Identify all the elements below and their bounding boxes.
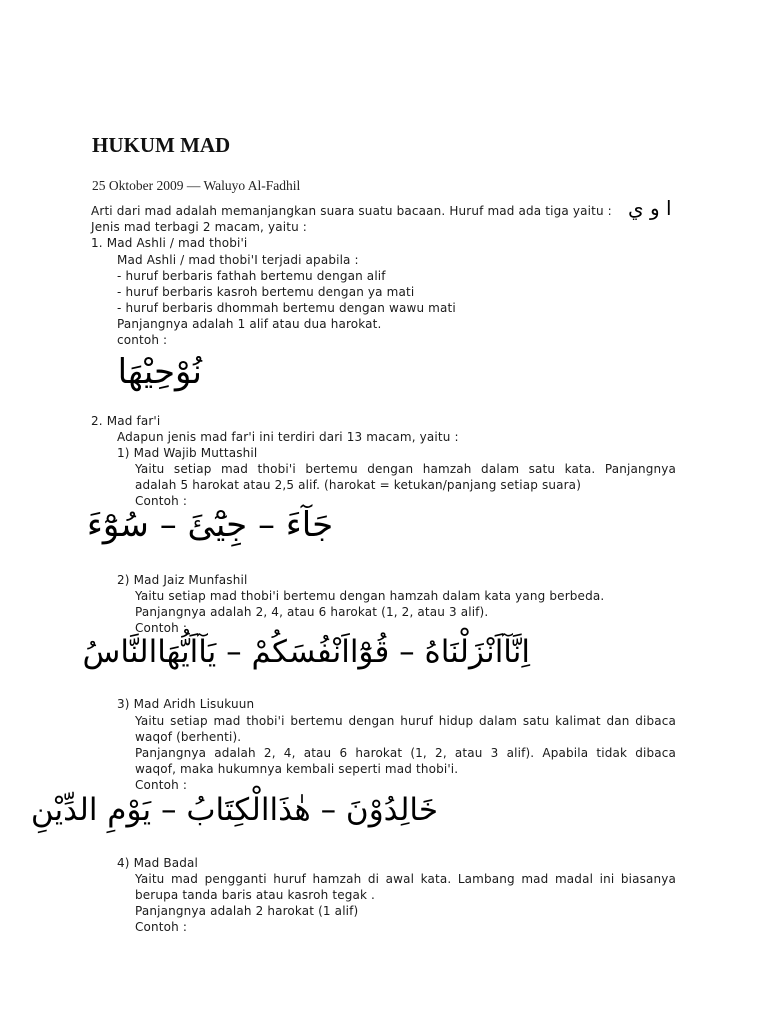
ashli-line-1: Mad Ashli / mad thobi'I terjadi apabila :: [117, 253, 359, 267]
badal-desc-2: berupa tanda baris atau kasroh tegak .: [135, 888, 376, 902]
article-meta: 25 Oktober 2009 — Waluyo Al-Fadhil: [92, 178, 301, 193]
fari-heading: 2. Mad far'i: [91, 414, 161, 428]
badal-contoh: Contoh :: [135, 920, 188, 934]
jaiz-title: 2) Mad Jaiz Munfashil: [117, 573, 248, 587]
ashli-example-arabic: نُوْحِيْهَا: [117, 352, 202, 392]
fari-intro: Adapun jenis mad far'i ini terdiri dari 13 macam, yaitu :: [117, 430, 459, 444]
badal-desc-1: Yaitu mad pengganti huruf hamzah di awal kata. Lambang mad madal ini biasanya: [135, 872, 676, 886]
jaiz-desc-1: Yaitu setiap mad thobi'i bertemu dengan hamzah dalam kata yang berbeda.: [135, 589, 605, 603]
wajib-desc-2: adalah 5 harokat atau 2,5 alif. (harokat = ketukan/panjang setiap suara): [135, 478, 582, 492]
jaiz-contoh: Contoh :: [135, 621, 188, 635]
mad-letters: ا و ي: [628, 196, 672, 220]
intro-line-2: Jenis mad terbagi 2 macam, yaitu :: [91, 220, 307, 234]
ashli-line-5: Panjangnya adalah 1 alif atau dua harokat.: [117, 317, 382, 331]
aridh-contoh: Contoh :: [135, 778, 188, 792]
ashli-line-4: - huruf berbaris dhommah bertemu dengan wawu mati: [117, 301, 456, 315]
badal-desc-3: Panjangnya adalah 2 harokat (1 alif): [135, 904, 359, 918]
wajib-contoh: Contoh :: [135, 494, 188, 508]
wajib-example-arabic: جَآءَ – جِيْٓئَ – سُوْٓءَ: [86, 505, 334, 545]
intro-line-1: Arti dari mad adalah memanjangkan suara suatu bacaan. Huruf mad ada tiga yaitu :: [91, 204, 612, 218]
aridh-desc-1: Yaitu setiap mad thobi'i bertemu dengan huruf hidup dalam satu kalimat dan dibaca: [135, 714, 676, 728]
aridh-title: 3) Mad Aridh Lisukuun: [117, 697, 255, 711]
jaiz-example-arabic: اِنَّآاَنْزَلْنَاهُ – قُوْٓااَنْفُسَكُمْ – يَآاَيُّهَاالنَّاسُ: [82, 634, 530, 670]
wajib-desc-1: Yaitu setiap mad thobi'i bertemu dengan hamzah dalam satu kata. Panjangnya: [135, 462, 676, 476]
aridh-example-arabic: خَالِدُوْنَ – هٰذَاالْكِتَابُ – يَوْمِ الدِّيْنِ: [30, 792, 438, 828]
aridh-desc-2: waqof (berhenti).: [135, 730, 242, 744]
ashli-heading: 1. Mad Ashli / mad thobi'i: [91, 236, 248, 250]
ashli-contoh: contoh :: [117, 333, 168, 347]
aridh-desc-3: Panjangnya adalah 2, 4, atau 6 harokat (1, 2, atau 3 alif). Apabila tidak dibaca: [135, 746, 676, 760]
aridh-desc-4: waqof, maka hukumnya kembali seperti mad thobi'i.: [135, 762, 459, 776]
ashli-line-3: - huruf berbaris kasroh bertemu dengan ya mati: [117, 285, 415, 299]
article-title: HUKUM MAD: [92, 133, 231, 157]
jaiz-desc-2: Panjangnya adalah 2, 4, atau 6 harokat (1, 2, atau 3 alif).: [135, 605, 489, 619]
wajib-title: 1) Mad Wajib Muttashil: [117, 446, 258, 460]
ashli-line-2: - huruf berbaris fathah bertemu dengan alif: [117, 269, 386, 283]
badal-title: 4) Mad Badal: [117, 856, 198, 870]
